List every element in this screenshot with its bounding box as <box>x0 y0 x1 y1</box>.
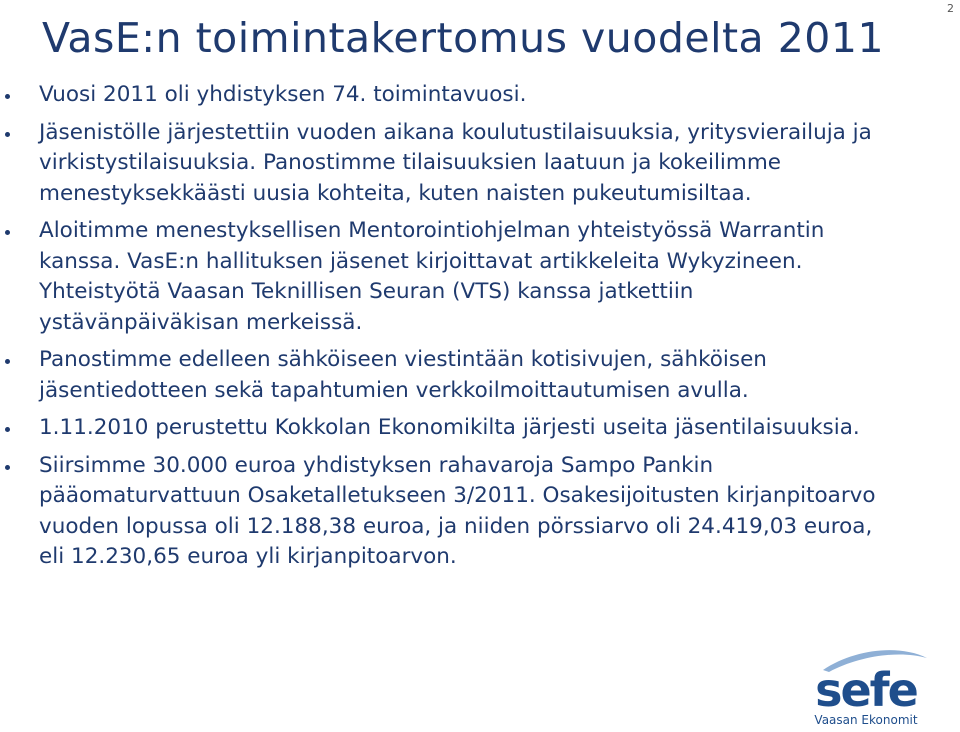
bullet-text: Aloitimme menestyksellisen Mentorointiohjelman yhteistyössä Warrantin kanssa. VasE:n hallituksen jäsenet kirjoittavat artikkeleita Wykyzineen. Yhteistyötä Vaasan Teknillisen Seuran (VTS) kanssa jatkettiin ystävänpäiväkisan merkeissä. <box>39 218 825 335</box>
bullet-dot-icon <box>5 94 10 99</box>
slide-title: VasE:n toimintakertomus vuodelta 2011 <box>42 14 885 62</box>
bullet-dot-icon <box>5 359 10 364</box>
sefe-logo <box>799 644 934 729</box>
bullet-item <box>0 118 900 210</box>
bullet-dot-icon <box>5 230 10 235</box>
bullet-text: Panostimme edelleen sähköiseen viestintään kotisivujen, sähköisen jäsentiedotteen sekä tapahtumien verkkoilmoittautumisen avulla. <box>39 347 767 403</box>
logo-tagline: Vaasan Ekonomit <box>814 713 918 727</box>
bullet-list <box>0 80 900 580</box>
bullet-text: Siirsimme 30.000 euroa yhdistyksen rahavaroja Sampo Pankin pääomaturvattuun Osaketalletukseen 3/2011. Osakesijoitusten kirjanpitoarvo vuoden lopussa oli 12.188,38 euroa, ja niiden pörssiarvo oli 24.419,03 euroa, eli 12.230,65 euroa yli kirjanpitoarvon. <box>39 452 876 569</box>
page-number: 2 <box>947 2 954 15</box>
bullet-text: 1.11.2010 perustettu Kokkolan Ekonomikilta järjesti useita jäsentilaisuuksia. <box>39 415 860 440</box>
bullet-dot-icon <box>5 132 10 137</box>
bullet-item <box>0 345 900 406</box>
bullet-item <box>0 451 900 573</box>
bullet-item <box>0 413 900 444</box>
bullet-item <box>0 80 900 111</box>
logo-wordmark: sefe <box>815 663 917 717</box>
bullet-text: Jäsenistölle järjestettiin vuoden aikana koulutustilaisuuksia, yritysvierailuja ja virkistystilaisuuksia. Panostimme tilaisuuksien laatuun ja kokeilimme menestyksekkäästi uusia kohteita, kuten naisten pukeutumisiltaa. <box>39 119 872 206</box>
bullet-dot-icon <box>5 465 10 470</box>
bullet-item <box>0 216 900 338</box>
bullet-dot-icon <box>5 427 10 432</box>
bullet-text: Vuosi 2011 oli yhdistyksen 74. toimintavuosi. <box>39 82 527 107</box>
